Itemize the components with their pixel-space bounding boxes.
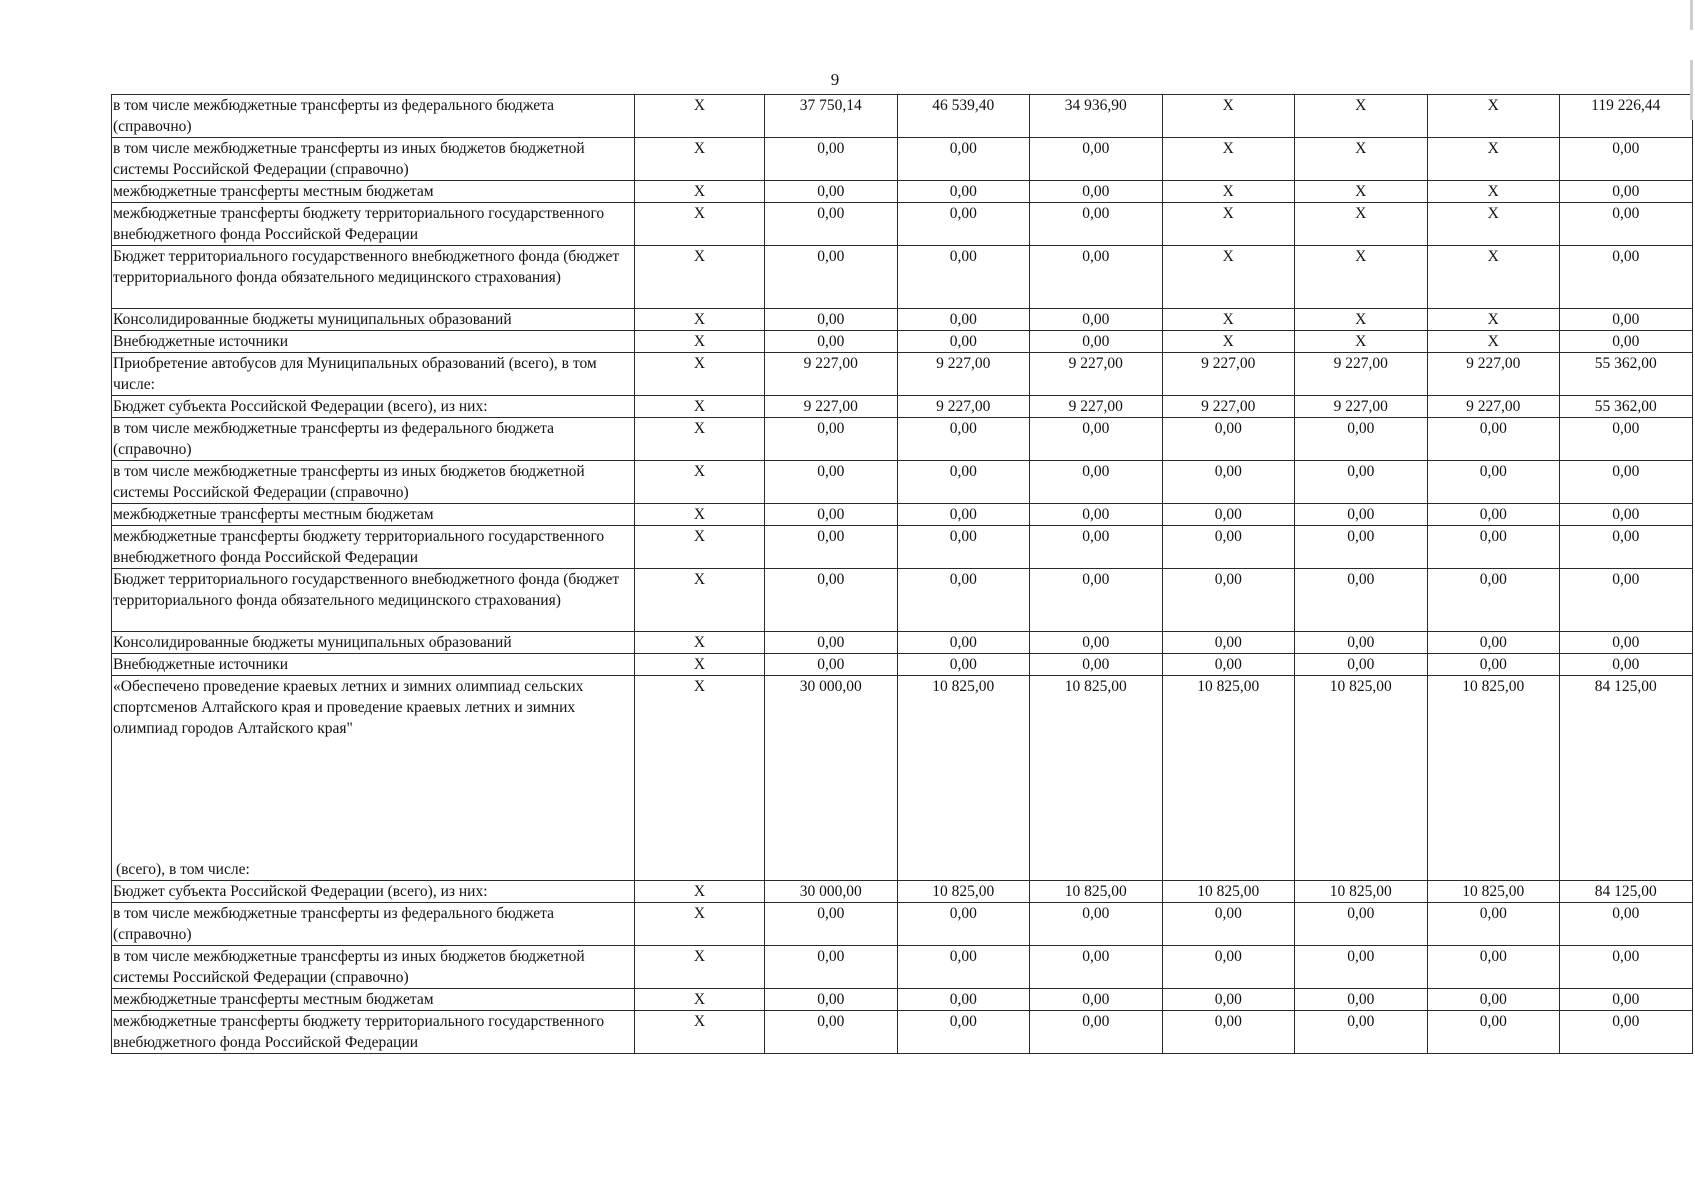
value-cell: 0,00 (897, 654, 1030, 676)
value-cell: 0,00 (1295, 1011, 1428, 1054)
value-cell: 0,00 (897, 246, 1030, 309)
table-row (112, 461, 1693, 504)
value-cell: X (1427, 181, 1560, 203)
row-label: межбюджетные трансферты бюджету территориального государственного внебюджетного фонда Российской Федерации (112, 1011, 635, 1054)
value-cell: 0,00 (1030, 331, 1163, 353)
value-cell: 0,00 (1295, 989, 1428, 1011)
code-cell: X (635, 1011, 765, 1054)
code-cell: X (635, 309, 765, 331)
value-cell: 0,00 (1162, 903, 1295, 946)
value-cell: 0,00 (1162, 654, 1295, 676)
value-cell: 0,00 (1295, 504, 1428, 526)
value-cell: 30 000,00 (765, 881, 898, 903)
value-cell: 0,00 (765, 903, 898, 946)
value-cell: 0,00 (1560, 569, 1693, 632)
code-cell: X (635, 504, 765, 526)
value-cell: 10 825,00 (1030, 676, 1163, 881)
value-cell: 0,00 (1427, 632, 1560, 654)
value-cell: X (1295, 331, 1428, 353)
table-row (112, 881, 1693, 903)
row-label (112, 676, 635, 881)
value-cell: X (1162, 246, 1295, 309)
value-cell: 0,00 (1295, 418, 1428, 461)
value-cell: X (1295, 138, 1428, 181)
value-cell: 0,00 (765, 181, 898, 203)
value-cell: 0,00 (897, 504, 1030, 526)
value-cell: 0,00 (1030, 418, 1163, 461)
table-row (112, 418, 1693, 461)
value-cell: X (1162, 203, 1295, 246)
value-cell: 0,00 (1427, 903, 1560, 946)
value-cell: 0,00 (897, 1011, 1030, 1054)
table-row (112, 181, 1693, 203)
value-cell: X (1295, 181, 1428, 203)
value-cell: 9 227,00 (1295, 353, 1428, 396)
value-cell: 0,00 (1030, 1011, 1163, 1054)
value-cell: 0,00 (1030, 309, 1163, 331)
row-label: Бюджет субъекта Российской Федерации (всего), из них: (112, 396, 635, 418)
value-cell: 0,00 (1162, 632, 1295, 654)
value-cell: 10 825,00 (1427, 881, 1560, 903)
value-cell: 0,00 (1560, 181, 1693, 203)
value-cell: 0,00 (1427, 1011, 1560, 1054)
row-label: межбюджетные трансферты местным бюджетам (112, 181, 635, 203)
value-cell: 0,00 (1295, 654, 1428, 676)
value-cell: 0,00 (1030, 526, 1163, 569)
row-label-tail: (всего), в том числе: (116, 861, 250, 878)
value-cell: 0,00 (765, 461, 898, 504)
value-cell: 10 825,00 (897, 881, 1030, 903)
value-cell: 0,00 (1560, 203, 1693, 246)
value-cell: X (1295, 309, 1428, 331)
value-cell: X (1295, 203, 1428, 246)
value-cell: 0,00 (1560, 632, 1693, 654)
value-cell: 0,00 (1560, 331, 1693, 353)
table-row (112, 989, 1693, 1011)
value-cell: 0,00 (1162, 526, 1295, 569)
value-cell: 0,00 (897, 181, 1030, 203)
value-cell: 37 750,14 (765, 95, 898, 138)
code-cell: X (635, 246, 765, 309)
value-cell: 0,00 (1560, 309, 1693, 331)
value-cell: 9 227,00 (1162, 353, 1295, 396)
value-cell: 84 125,00 (1560, 881, 1693, 903)
value-cell: 0,00 (765, 632, 898, 654)
value-cell: 0,00 (1560, 526, 1693, 569)
scan-edge-mark (1690, 60, 1693, 120)
value-cell: 0,00 (1427, 654, 1560, 676)
value-cell: 9 227,00 (765, 353, 898, 396)
table-row (112, 203, 1693, 246)
code-cell: X (635, 418, 765, 461)
value-cell: 10 825,00 (1295, 676, 1428, 881)
value-cell: 0,00 (1295, 526, 1428, 569)
code-cell: X (635, 396, 765, 418)
value-cell: 0,00 (1030, 504, 1163, 526)
table-row (112, 95, 1693, 138)
value-cell: 9 227,00 (897, 353, 1030, 396)
value-cell: 0,00 (1427, 461, 1560, 504)
code-cell: X (635, 95, 765, 138)
value-cell: 0,00 (897, 309, 1030, 331)
row-label: в том числе межбюджетные трансферты из иных бюджетов бюджетной системы Российской Федерации (справочно) (112, 138, 635, 181)
value-cell: 0,00 (897, 946, 1030, 989)
value-cell: 0,00 (765, 1011, 898, 1054)
code-cell: X (635, 138, 765, 181)
code-cell: X (635, 946, 765, 989)
row-label: в том числе межбюджетные трансферты из федерального бюджета (справочно) (112, 418, 635, 461)
budget-table (111, 94, 1693, 1054)
value-cell: 119 226,44 (1560, 95, 1693, 138)
value-cell: 0,00 (1030, 181, 1163, 203)
row-label: в том числе межбюджетные трансферты из федерального бюджета (справочно) (112, 95, 635, 138)
value-cell: 0,00 (1295, 632, 1428, 654)
code-cell: X (635, 181, 765, 203)
page-number: 9 (830, 70, 840, 89)
value-cell: 0,00 (1162, 1011, 1295, 1054)
value-cell: 0,00 (1295, 461, 1428, 504)
table-row (112, 309, 1693, 331)
value-cell: 46 539,40 (897, 95, 1030, 138)
row-label: Бюджет субъекта Российской Федерации (всего), из них: (112, 881, 635, 903)
value-cell: 0,00 (1030, 461, 1163, 504)
row-label: Внебюджетные источники (112, 654, 635, 676)
value-cell: 9 227,00 (897, 396, 1030, 418)
value-cell: 0,00 (765, 654, 898, 676)
value-cell: 0,00 (1560, 989, 1693, 1011)
value-cell: 0,00 (1030, 654, 1163, 676)
row-label-text: «Обеспечено проведение краевых летних и зимних олимпиад сельских спортсменов Алтайского края и проведение краевых летних и зимних олимпиад городов Алтайского края" (113, 678, 584, 737)
value-cell: 0,00 (1560, 246, 1693, 309)
table-row (112, 946, 1693, 989)
table-row (112, 331, 1693, 353)
value-cell: 0,00 (1427, 946, 1560, 989)
table-row (112, 353, 1693, 396)
table-row (112, 504, 1693, 526)
code-cell: X (635, 353, 765, 396)
value-cell: 0,00 (765, 569, 898, 632)
value-cell: 0,00 (1030, 138, 1163, 181)
code-cell: X (635, 676, 765, 881)
value-cell: 9 227,00 (1162, 396, 1295, 418)
value-cell: 0,00 (1030, 903, 1163, 946)
value-cell: 0,00 (1162, 946, 1295, 989)
value-cell: 9 227,00 (765, 396, 898, 418)
value-cell: 9 227,00 (1295, 396, 1428, 418)
value-cell: 0,00 (1030, 946, 1163, 989)
value-cell: 0,00 (765, 526, 898, 569)
value-cell: 0,00 (897, 203, 1030, 246)
value-cell: 0,00 (765, 989, 898, 1011)
table-body (112, 95, 1693, 1054)
value-cell: 0,00 (1560, 418, 1693, 461)
value-cell: X (1162, 181, 1295, 203)
value-cell: 0,00 (1295, 569, 1428, 632)
value-cell: 0,00 (765, 203, 898, 246)
value-cell: 0,00 (1560, 504, 1693, 526)
code-cell: X (635, 331, 765, 353)
row-label: межбюджетные трансферты местным бюджетам (112, 504, 635, 526)
value-cell: 10 825,00 (1427, 676, 1560, 881)
value-cell: 0,00 (1560, 461, 1693, 504)
value-cell: 30 000,00 (765, 676, 898, 881)
value-cell: 0,00 (897, 331, 1030, 353)
table-row (112, 1011, 1693, 1054)
value-cell: X (1427, 309, 1560, 331)
row-label: межбюджетные трансферты бюджету территориального государственного внебюджетного фонда Российской Федерации (112, 526, 635, 569)
row-label: в том числе межбюджетные трансферты из иных бюджетов бюджетной системы Российской Федерации (справочно) (112, 946, 635, 989)
value-cell: 0,00 (1560, 138, 1693, 181)
value-cell: 34 936,90 (1030, 95, 1163, 138)
value-cell: 10 825,00 (1162, 881, 1295, 903)
row-label: Приобретение автобусов для Муниципальных образований (всего), в том числе: (112, 353, 635, 396)
value-cell: 0,00 (1427, 569, 1560, 632)
value-cell: 0,00 (1560, 903, 1693, 946)
value-cell: X (1427, 95, 1560, 138)
value-cell: 0,00 (1030, 246, 1163, 309)
value-cell: 55 362,00 (1560, 353, 1693, 396)
row-label: в том числе межбюджетные трансферты из иных бюджетов бюджетной системы Российской Федерации (справочно) (112, 461, 635, 504)
value-cell: 0,00 (765, 309, 898, 331)
value-cell: 0,00 (1427, 504, 1560, 526)
value-cell: 0,00 (1162, 504, 1295, 526)
value-cell: 0,00 (765, 946, 898, 989)
row-label: Внебюджетные источники (112, 331, 635, 353)
value-cell: 0,00 (1560, 654, 1693, 676)
value-cell: 10 825,00 (897, 676, 1030, 881)
row-label: Бюджет территориального государственного внебюджетного фонда (бюджет территориального фонда обязательного медицинского страхования) (112, 246, 635, 309)
value-cell: 0,00 (765, 504, 898, 526)
value-cell: X (1427, 246, 1560, 309)
value-cell: 0,00 (1560, 1011, 1693, 1054)
value-cell: 84 125,00 (1560, 676, 1693, 881)
value-cell: 0,00 (1427, 526, 1560, 569)
table-row (112, 632, 1693, 654)
table-row (112, 569, 1693, 632)
value-cell: 0,00 (897, 138, 1030, 181)
table-row (112, 654, 1693, 676)
value-cell: 55 362,00 (1560, 396, 1693, 418)
code-cell: X (635, 903, 765, 946)
value-cell: 0,00 (1162, 569, 1295, 632)
code-cell: X (635, 632, 765, 654)
code-cell: X (635, 526, 765, 569)
value-cell: 10 825,00 (1030, 881, 1163, 903)
row-label: межбюджетные трансферты местным бюджетам (112, 989, 635, 1011)
value-cell: 0,00 (765, 246, 898, 309)
value-cell: 0,00 (1162, 989, 1295, 1011)
value-cell: X (1162, 331, 1295, 353)
row-label: Бюджет территориального государственного внебюджетного фонда (бюджет территориального фонда обязательного медицинского страхования) (112, 569, 635, 632)
row-label: Консолидированные бюджеты муниципальных образований (112, 309, 635, 331)
table-row (112, 246, 1693, 309)
table-row (112, 526, 1693, 569)
value-cell: 9 227,00 (1427, 353, 1560, 396)
row-label: Консолидированные бюджеты муниципальных образований (112, 632, 635, 654)
value-cell: 0,00 (1030, 203, 1163, 246)
value-cell: 0,00 (1030, 569, 1163, 632)
value-cell: 0,00 (897, 569, 1030, 632)
value-cell: 0,00 (897, 526, 1030, 569)
value-cell: 0,00 (1427, 989, 1560, 1011)
table-row (112, 903, 1693, 946)
value-cell: 0,00 (897, 903, 1030, 946)
value-cell: 0,00 (1295, 903, 1428, 946)
value-cell: 0,00 (1030, 989, 1163, 1011)
value-cell: 0,00 (897, 461, 1030, 504)
value-cell: 0,00 (765, 418, 898, 461)
value-cell: X (1162, 138, 1295, 181)
value-cell: 0,00 (1427, 418, 1560, 461)
value-cell: X (1295, 95, 1428, 138)
code-cell: X (635, 461, 765, 504)
value-cell: 0,00 (765, 138, 898, 181)
value-cell: 0,00 (897, 418, 1030, 461)
value-cell: 9 227,00 (1427, 396, 1560, 418)
code-cell: X (635, 569, 765, 632)
code-cell: X (635, 203, 765, 246)
value-cell: X (1162, 309, 1295, 331)
code-cell: X (635, 654, 765, 676)
row-label: межбюджетные трансферты бюджету территориального государственного внебюджетного фонда Российской Федерации (112, 203, 635, 246)
value-cell: X (1427, 138, 1560, 181)
value-cell: 10 825,00 (1162, 676, 1295, 881)
row-label: в том числе межбюджетные трансферты из федерального бюджета (справочно) (112, 903, 635, 946)
value-cell: X (1427, 331, 1560, 353)
value-cell: 0,00 (897, 989, 1030, 1011)
value-cell: 0,00 (1560, 946, 1693, 989)
table-row (112, 676, 1693, 881)
value-cell: 9 227,00 (1030, 396, 1163, 418)
value-cell: X (1427, 203, 1560, 246)
value-cell: 9 227,00 (1030, 353, 1163, 396)
value-cell: 0,00 (1162, 418, 1295, 461)
value-cell: 0,00 (897, 632, 1030, 654)
value-cell: X (1162, 95, 1295, 138)
scan-edge-mark (1690, 0, 1693, 30)
code-cell: X (635, 989, 765, 1011)
value-cell: 0,00 (1295, 946, 1428, 989)
table-row (112, 138, 1693, 181)
code-cell: X (635, 881, 765, 903)
value-cell: 0,00 (765, 331, 898, 353)
value-cell: X (1295, 246, 1428, 309)
value-cell: 0,00 (1162, 461, 1295, 504)
value-cell: 0,00 (1030, 632, 1163, 654)
table-row (112, 396, 1693, 418)
value-cell: 10 825,00 (1295, 881, 1428, 903)
